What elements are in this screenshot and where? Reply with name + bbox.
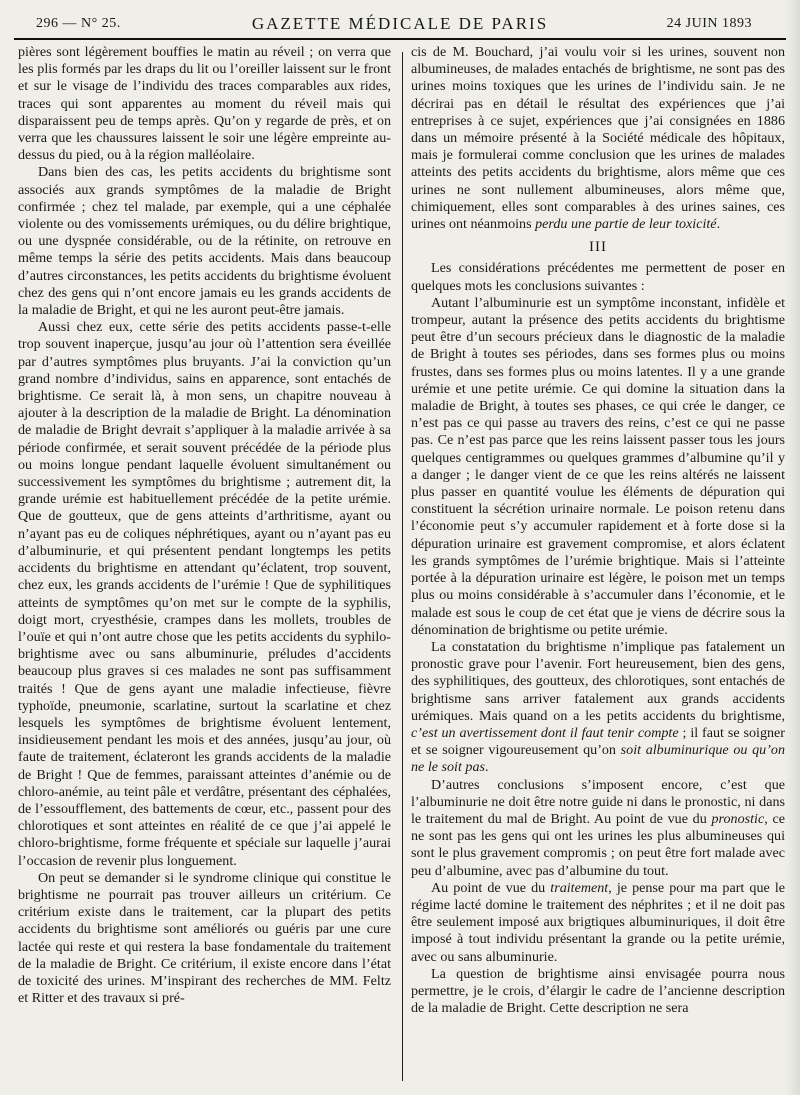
emphasis-text: c’est un avertissement dont il faut tenir compte xyxy=(411,724,679,741)
text-run: ; il faut se soigner et se soigner vigoureusement qu’on xyxy=(411,724,785,759)
right-paragraph-2: Les considérations précédentes me permettent de poser en quelques mots les conclusions suivantes : xyxy=(411,260,785,294)
right-paragraph-1 xyxy=(411,44,785,233)
header-rule xyxy=(14,38,786,40)
text-run: . xyxy=(485,759,489,776)
journal-title: GAZETTE MÉDICALE DE PARIS xyxy=(251,14,549,33)
text-run: cis de M. Bouchard, j’ai voulu voir si les urines, souvent non albumineuses, de malades entachés de brightisme, ne sont pas des urines moins toxiques que les urines de l’individu sain. Je ne décrirai pas en détail le résultat des expériences que j’ai entreprises à ce sujet, expériences que j’ai consignées en 1886 dans un mémoire présenté à la Société médicale des hôpitaux, mais je formulerai comme conclusion que les urines de malades atteints des petits accidents du brightisme, alors même que ces urines ne sont nullement albumineuses, alors même que, chimiquement, elles sont comparables à des urines saines, ces urines ont néanmoins xyxy=(411,44,785,233)
text-run: D’autres conclusions s’imposent encore, c’est que l’albuminurie ne doit être notre guide ni dans le pronostic, ni dans le traitement du mal de Bright. Au point de vue du xyxy=(411,776,785,827)
text-run: , je pense pour ma part que le régime lacté domine le traitement des néphrites ; et il ne doit pas être seulement imposé aux brigtiques albuminuriques, il doit être imposé à tout individu présentant la grande ou la petite urémie, avec ou sans albuminurie. xyxy=(411,879,785,965)
text-run: . xyxy=(716,216,721,233)
column-divider xyxy=(402,52,403,1081)
emphasis-text: pronostic xyxy=(711,810,765,827)
text-run: Au point de vue du xyxy=(431,879,551,896)
issue-date: 24 JUIN 1893 xyxy=(666,16,752,31)
left-paragraph-1: pières sont légèrement bouffies le matin au réveil ; on verra que les plis formés par les draps du lit ou l’oreiller laissent sur le front et sur le visage de l’individu des traces comparables aux rides, traces qui sont apparentes au moment du réveil mais qui disparaissent peu de temps après. Qu’on y regarde de près, et on verra que les chaussures laissent le soir une légère empreinte au-dessus du pied, ou à la région malléolaire. xyxy=(18,44,391,164)
emphasis-text: soit albuminurique ou qu’on ne le soit pas xyxy=(411,742,785,776)
section-heading: III xyxy=(589,239,607,256)
emphasis-text: perdu une partie de leur toxicité xyxy=(535,216,717,233)
emphasis-text: traitement xyxy=(550,879,609,896)
right-paragraph-6 xyxy=(411,880,785,966)
right-paragraph-7: La question de brightisme ainsi envisagée pourra nous permettre, je le crois, d’élargir le cadre de l’ancienne description de la maladie de Bright. Cette description ne sera xyxy=(411,965,785,1017)
left-column xyxy=(18,44,391,1081)
right-paragraph-4 xyxy=(411,639,785,777)
right-paragraph-5 xyxy=(411,777,785,880)
text-run: , ce ne sont pas les gens qui ont les urines les plus albumineuses qui sont le plus gravement compromis ; on peut être fort malade avec peu d’albumine, avec pas d’albumine du tout. xyxy=(411,810,785,879)
page-edge-shadow xyxy=(786,0,800,1095)
page-number-issue: 296 — N° 25. xyxy=(36,16,121,31)
left-paragraph-3: Aussi chez eux, cette série des petits accidents passe-t-elle trop souvent inaperçue, jusqu’au jour où l’attention sera éveillée par d’autres symptômes plus bruyants. J’ai la conviction qu’un grand nombre d’individus, sains en apparence, sont entachés de brightisme. Ce serait là, à mon sens, un chapitre nouveau à ajouter à la description de la maladie de Bright. La dénomination de maladie de Bright devrait s’appliquer à la maladie arrivée à sa période confirmée, et serait souvent précédée de la période plus ou moins longue pendant laquelle évoluent simultanément ou successivement les symptômes du brightisme ; autrement dit, la grande urémie est habituellement précédée de la petite urémie. Que de goutteux, que de gens atteints d’arthritisme, ayant ou n’ayant pas eu de coliques néphrétiques, ayant ou n’ayant pas eu d’albuminurie, et qui présentent pendant longtemps les petits accidents du brightisme en attendant qu’éclatent, trop souvent, chez eux, les grands accidents de l’urémie ! Que de syphilitiques atteints de symptômes qu’on met sur le compte de la syphilis, doigt mort, cryesthésie, crampes dans les mollets, troubles de l’ouïe et qui n’ont autre chose que les petits accidents du syphilo-brightisme avec ou sans albuminurie, préludes d’accidents beaucoup plus graves si ces malades ne sont pas suffisamment traités ! Que de gens ayant une maladie infectieuse, fièvre typhoïde, pneumonie, scarlatine, surtout la scarlatine et chez lesquels les symptômes de brightisme évoluent lentement, insidieusement pendant les mois et des années, jusqu’au jour, où faute de traitement, éclateront les grands accidents de la maladie de Bright ! Que de femmes, paraissant atteintes d’anémie ou de chloro-anémie, au teint pâle et verdâtre, présentant des céphalées, de l’essoufflement, des battements de cœur, etc., passent pour des chlorotiques et sont atteintes en réalité de ce que j’ai appelé le chloro-brightisme, forme fréquente et spéciale sur laquelle j’aurai l’occasion de revenir plus longuement. xyxy=(18,319,391,869)
running-head xyxy=(0,8,800,38)
right-paragraph-3: Autant l’albuminurie est un symptôme inconstant, infidèle et trompeur, autant la présence des petits accidents du brightisme peut être d’un secours précieux dans le diagnostic de la maladie de Bright à toutes ses périodes, dans ses formes plus ou moins frustes, dans ses formes plus ou moins latentes. Il y a une grande urémie et une petite urémie. Ce qui domine la situation dans la maladie de Bright, à toutes ses phases, ce qui crée le danger, ce n’est pas ce qui passe au travers des reins, c’est ce qui ne passe pas. Ce n’est pas parce que les reins laissent passer tous les jours quelques centigrammes ou quelques grammes d’albumine qu’il y a danger ; le danger vient de ce que les reins altérés ne laissent plus passer en quantité voulue les éléments de dépuration qui constituent la sécrétion urinaire normale. Le poison retenu dans l’économie peut s’y accumuler rapidement et à forte dose si la dépuration urinaire est gravement compromise, et alors éclatent les grands symptômes de l’urémie brightique. Mais si l’atteinte portée à la dépuration urinaire est légère, le poison met un temps plus ou moins considérable à s’accumuler dans l’économie, et le malade est sous le coup de cet état que je viens de décrire sous la dénomination de brightisme ou petite urémie. xyxy=(411,294,785,638)
text-run: La constatation du brightisme n’implique pas fatalement un pronostic grave pour l’avenir. Fort heureusement, bien des gens, des syphilitiques, des goutteux, des chlorotiques, sont entachés de brightisme sans arriver fatalement aux grands accidents urémiques. Mais quand on a les petits accidents du brightisme, xyxy=(411,638,785,724)
left-paragraph-4: On peut se demander si le syndrome clinique qui constitue le brightisme ne pourrait pas trouver ailleurs un critérium. Ce critérium existe dans le traitement, car la plupart des petits accidents du brightisme sont améliorés ou guéris par une cure lactée qui reste et qui restera la base fondamentale du traitement de la maladie de Bright. Ce critérium, il existe encore dans l’état de toxicité des urines. M’inspirant des recherches de MM. Feltz et Ritter et des travaux si pré- xyxy=(18,869,391,1007)
left-paragraph-2: Dans bien des cas, les petits accidents du brightisme sont associés aux grands symptômes de la maladie de Bright confirmée ; chez tel malade, par exemple, qui a une céphalée violente ou des vomissements urémiques, ou du délire brightique, ou une dyspnée considérable, ou de la rétinite, on retrouve en même temps la série des petits accidents. Mais dans beaucoup d’autres circonstances, les petits accidents du brightisme évoluent chez des gens qui n’ont encore jamais eu les grands accidents de la maladie de Bright, et qui ne les auront peut-être jamais. xyxy=(18,164,391,319)
right-column xyxy=(411,44,785,1081)
